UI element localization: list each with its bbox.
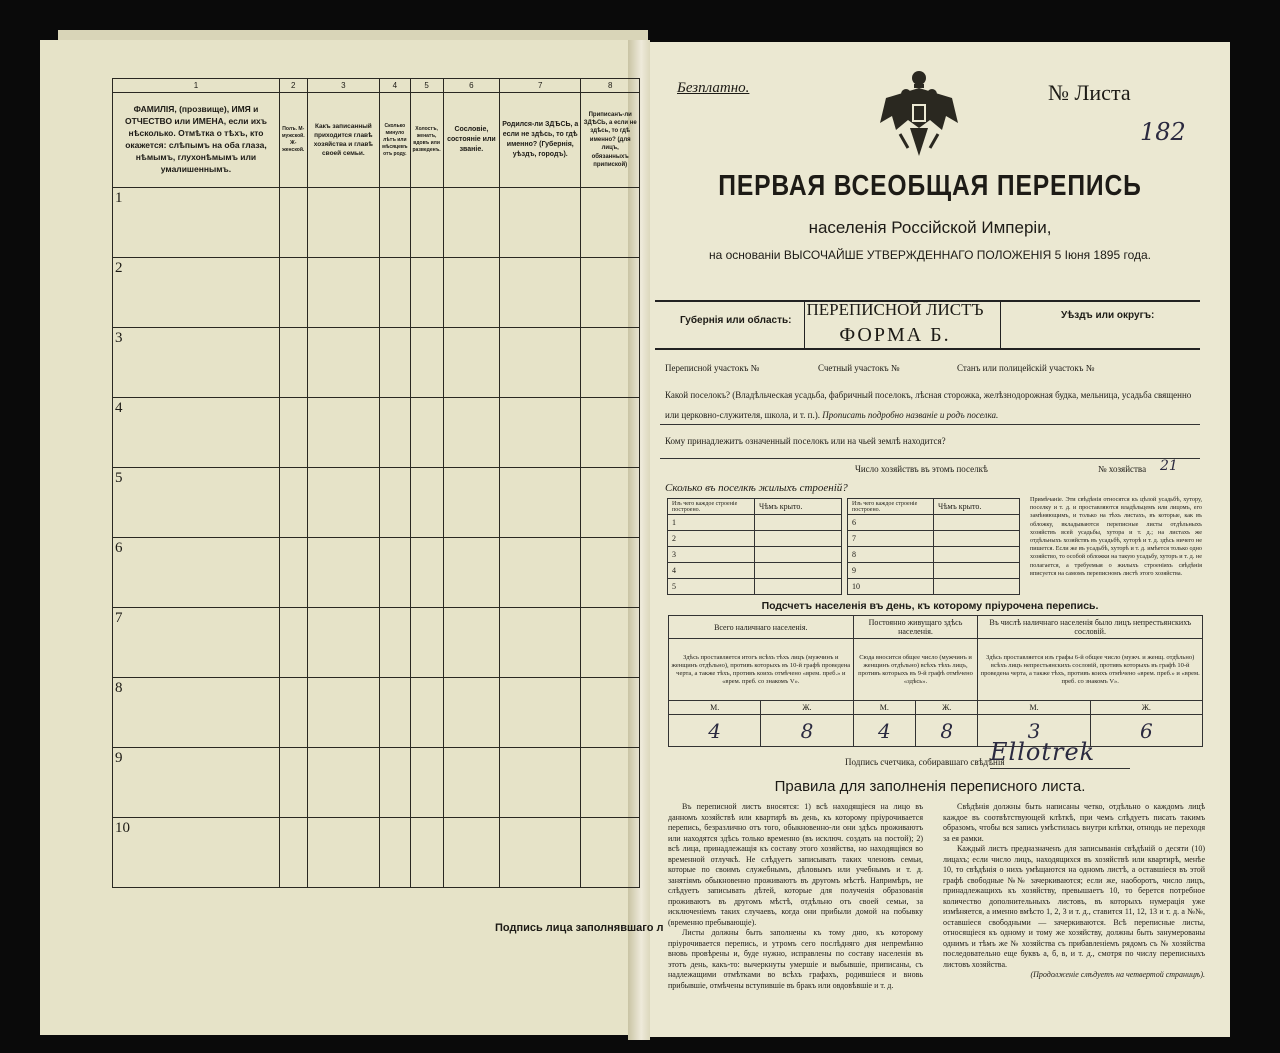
table-cell [500,608,581,678]
rules-paragraph: Свѣдѣнія должны быть написаны четко, отдѣльно о каждомъ лицѣ каждое въ соотвѣтствующей клѣткѣ, при чемъ слѣдуетъ писать такимъ образомъ, чтобы вся запись умѣстилась внутри клѣтки, отнюдь не переходя за ея рамки. [943,802,1205,843]
col-header-age: Сколько минуло лѣтъ или мѣсяцевъ отъ роду. [380,93,410,188]
col-number: 7 [500,79,581,93]
table-cell [380,608,410,678]
free-label: Безплатно. [677,80,750,96]
col-header-birthplace: Родился-ли ЗДѢСЬ, а если не здѣсь, то гдѣ именно? (Губернія, уѣздъ, городъ). [500,93,581,188]
table-cell [443,328,499,398]
settlement-note: Прописать подробно названіе и родъ поселка. [822,410,999,420]
table-cell [279,328,307,398]
table-cell [410,538,443,608]
table-cell [410,398,443,468]
settlement-question-text: Какой поселокъ? (Владѣльческая усадьба, фабричный поселокъ, лѣсная сторожка, желѣзнодорожная будка, мельница, усадьба священно или церковно-служителя, школа, и т. п.). [665,390,1192,420]
table-cell [934,531,1020,547]
building-number: 9 [848,563,934,579]
building-number: 10 [848,579,934,595]
buildings-table-right [847,498,1020,595]
count-group-title: Постоянно живущаго здѣсь населенія. [853,616,978,639]
population-count-table [668,615,1203,747]
row-number: 9 [113,748,280,818]
enumerator-signature-label: Подпись счетчика, собиравшаго свѣдѣнія [845,757,1005,767]
table-row [113,258,640,328]
table-cell [755,563,842,579]
table-cell [500,468,581,538]
building-number: 5 [668,579,755,595]
building-number: 3 [668,547,755,563]
building-number: 8 [848,547,934,563]
table-cell [443,258,499,328]
rule-line [660,424,1200,425]
building-number: 1 [668,515,755,531]
person-table [112,78,640,888]
female-count: 8 [761,715,853,747]
table-cell [380,678,410,748]
table-cell [410,468,443,538]
table-cell [443,398,499,468]
census-area-label: Переписной участокъ № [665,363,760,373]
table-cell [443,678,499,748]
table-cell [934,515,1020,531]
table-row [848,563,1020,579]
owner-question: Кому принадлежитъ означенный поселокъ или на чьей землѣ находится? [665,436,946,446]
female-label: Ж. [761,701,853,715]
table-row [113,468,640,538]
rules-paragraph: Листы должны быть заполнены къ тому дню, къ которому пріурочивается перепись, и утромъ сего послѣдняго дня непремѣнно вновь провѣрены и, буде нужно, исправлены по составу населенія въ этотъ день, какъ-то: вычеркнуты умершіе и выбывшіе, приписаны, съ надлежащими отмѣтками во всѣхъ графахъ, родившіеся и вновь прибывшіе, отмѣчены вступившіе въ бракъ или овдовѣвшіе и т. д. [668,928,923,990]
table-cell [500,398,581,468]
document-title: ПЕРВАЯ ВСЕОБЩАЯ ПЕРЕПИСЬ [718,170,1142,202]
row-number: 4 [113,398,280,468]
female-count: 8 [916,715,978,747]
rules-left-column [668,802,923,991]
table-row [848,515,1020,531]
col-header-relation: Какъ записанный приходится главѣ хозяйства и главѣ своей семьи. [307,93,380,188]
table-cell [934,563,1020,579]
table-cell [443,818,499,888]
region-box-row [655,300,1200,350]
building-number: 7 [848,531,934,547]
table-cell [443,468,499,538]
table-cell [934,547,1020,563]
table-cell [307,468,380,538]
enumerator-signature: Ellotrek [990,738,1096,766]
table-cell [410,258,443,328]
table-cell [380,748,410,818]
female-count: 6 [1090,715,1202,747]
buildings-question: Сколько въ поселкѣ жилыхъ строеній? [665,482,848,494]
table-cell [581,678,640,748]
rules-paragraph: Въ переписной листъ вносятся: 1) всѣ находящіеся на лицо въ данномъ хозяйствѣ или квартирѣ въ день, къ которому пріурочивается перепись, безразлично отъ того, обыкновенно-ли они здѣсь проживаютъ или находятся здѣсь только временно (въ исключ. создать на постой); 2) всѣ лица, принадлежащія къ составу этого хозяйства, но находящіяся во временной отлучкѣ. Не слѣдуетъ записывать таких членовъ семьи, которые по своимъ служебнымъ, дѣловымъ или учебнымъ и т. д. занятіямъ обыкновенно проживаютъ въ другомъ мѣстѣ. Напримѣръ, не слѣдуетъ записывать дѣтей, которые для полученія образованія проживаютъ въ другомъ мѣстѣ, отдѣльно отъ своей семьи, за исключеніемъ таких случаевъ, когда они прибыли домой на побывку (временно пребывающіе). [668,802,923,927]
table-row [848,579,1020,595]
table-cell [279,748,307,818]
table-cell [307,608,380,678]
table-cell [443,608,499,678]
table-cell [500,818,581,888]
table-row [668,531,842,547]
buildings-note: Примѣчаніе. Эти свѣдѣнія относятся къ цѣлой усадьбѣ, хутору, поселку и т. д. и проставляются владѣльцемъ или лицомъ, его замѣняющимъ, и только на тѣхъ листахъ, въ которые, как въ обложку, вкладываются переписные листы отдѣльныхъ хозяйствъ всей усадьбы, хутора и т. д.; на листахъ же отдѣльныхъ хозяйствъ въ усадьбѣ, хуторѣ и т. д. здѣсь ничего не пишется. Если же въ усадьбѣ, хуторѣ и т. д. имѣется только одно хозяйство, то особой обложки на такую усадьбу, хуторъ и т. д. не полагается, а требуемыя о жилыхъ строеніяхъ свѣдѣнія вписуется на самомъ переписномъ листѣ этого хозяйства. [1030,496,1202,577]
table-cell [380,398,410,468]
table-cell [410,678,443,748]
table-cell [581,398,640,468]
count-group-title: Всего наличнаго населенія. [669,616,854,639]
table-cell [279,188,307,258]
table-cell [307,538,380,608]
col-number: 6 [443,79,499,93]
row-number: 10 [113,818,280,888]
table-row [848,531,1020,547]
material-header: Изъ чего каждое строеніе построено. [668,499,755,515]
rule-line [660,458,1200,459]
male-label: М. [669,701,761,715]
table-row [113,608,640,678]
sheet-number-handwritten: 182 [1140,118,1186,146]
table-cell [307,678,380,748]
table-cell [279,538,307,608]
table-cell [500,258,581,328]
table-cell [380,468,410,538]
table-cell [755,579,842,595]
table-cell [307,188,380,258]
table-cell [279,678,307,748]
household-number-label: № хозяйства [1098,464,1147,474]
table-row [668,515,842,531]
table-cell [934,579,1020,595]
col-header-estate: Сословіе, состояніе или званіе. [443,93,499,188]
female-label: Ж. [1090,701,1202,715]
building-number: 6 [848,515,934,531]
table-row [113,538,640,608]
table-cell [500,678,581,748]
table-cell [443,188,499,258]
table-row [848,547,1020,563]
row-number: 2 [113,258,280,328]
male-label: М. [853,701,915,715]
col-number: 4 [380,79,410,93]
building-number: 4 [668,563,755,579]
table-cell [755,547,842,563]
col-header-registered: Приписанъ-ли ЗДѢСЬ, а если не здѣсь, то гдѣ именно? (для лицъ, обязанныхъ припиской) [581,93,640,188]
table-cell [279,398,307,468]
table-cell [279,258,307,328]
column-header-row [113,93,640,188]
table-cell [500,328,581,398]
col-header-name: ФАМИЛІЯ, (прозвище), ИМЯ и ОТЧЕСТВО или ИМЕНА, если ихъ нѣсколько. Отмѣтка о тѣхъ, кто окажется: слѣпымъ на оба глаза, нѣмымъ, глухонѣмымъ или умалишеннымъ. [113,93,280,188]
document-subtitle-2: на основаніи ВЫСОЧАЙШЕ УТВЕРЖДЕННАГО ПОЛОЖЕНІЯ 5 Іюня 1895 года. [708,248,1151,262]
count-group-description: Здѣсь проставляется итогъ всѣхъ тѣхъ лицъ (мужчинъ и женщинъ отдѣльно), противъ которыхъ въ 10-й графѣ проведена черта, а также тѣхъ, противъ коихъ отмѣчено «врем. преб.» и «врем. преб. со знакомъ V». [669,639,854,701]
table-cell [581,608,640,678]
table-cell [443,538,499,608]
row-number: 5 [113,468,280,538]
roof-header: Чѣмъ крыто. [934,499,1020,515]
col-header-marital: Холостъ, женатъ, вдовъ или разведенъ. [410,93,443,188]
male-count: 4 [669,715,761,747]
table-cell [380,538,410,608]
table-cell [500,748,581,818]
table-cell [581,538,640,608]
column-number-row [113,79,640,93]
male-count: 4 [853,715,915,747]
table-row [113,188,640,258]
table-cell [307,258,380,328]
province-label: Губернія или область: [655,302,805,348]
filler-signature-label: Подпись лица заполнявшаго л [495,922,664,934]
table-cell [380,818,410,888]
settlement-question [665,385,1205,425]
households-label: Число хозяйствъ въ этомъ поселкѣ [855,464,988,474]
buildings-table-left [667,498,842,595]
building-number: 2 [668,531,755,547]
table-cell [410,608,443,678]
count-area-label: Счетный участокъ № [818,363,900,373]
table-cell [443,748,499,818]
police-area-label: Станъ или полицейскій участокъ № [957,363,1095,373]
row-number: 3 [113,328,280,398]
signature-line [990,768,1130,769]
count-group-description: Здѣсь проставляется изъ графы 6-й общее число (мужч. и женщ. отдѣльно) всѣхъ лицъ непрестьянскихъ сословій, противъ которыхъ въ графѣ 10-й проведена черта, а также тѣхъ, противъ коихъ отмѣчено «врем. преб.» и «врем. преб. со знакомъ V». [978,639,1203,701]
roof-header: Чѣмъ крыто. [755,499,842,515]
male-count: 3 [978,715,1090,747]
sheet-number-label: № Листа [1048,80,1131,105]
rules-right-column [943,802,1205,981]
material-header: Изъ чего каждое строеніе построено. [848,499,934,515]
population-count-title: Подсчетъ населенія въ день, къ которому пріурочена перепись. [761,600,1099,612]
table-cell [410,328,443,398]
table-row [113,748,640,818]
table-cell [410,818,443,888]
table-cell [500,538,581,608]
male-label: М. [978,701,1090,715]
form-name: ФОРМА Б. [839,324,951,346]
rules-paragraph: Каждый листъ предназначенъ для записыванія свѣдѣній о десяти (10) лицахъ; если число лицъ, находящихся въ хозяйствѣ или квартирѣ, менѣе 10, то свѣдѣнія о нихъ умѣщаются на одномъ листѣ, а оставшіеся въ этой графѣ свободные №№ зачеркиваются; если же, наоборотъ, число лицъ, принадлежащихъ къ хозяйству, превышаетъ 10, то берется потребное количество дополнительныхъ листовъ, въ которыхъ нумерація уже измѣняется, а именно вмѣсто 1, 2, 3 и т. д., ставится 11, 12, 13 и т. д. а №№, оставшіеся свободными — зачеркиваются. Всѣ переписные листы, относящіеся къ одному и тому же хозяйству, должны быть занумерованы однимъ и тѣмъ же № хозяйства съ прибавленіемъ рядомъ съ № хозяйства последовательно еще буквъ а, б, в, и т. д., смотря по числу переписныхъ листовъ хозяйства. [943,844,1205,969]
col-number: 3 [307,79,380,93]
rules-title: Правила для заполненія переписного листа. [774,778,1086,795]
count-group-title: Въ числѣ наличнаго населенія было лицъ непрестьянскихъ сословій. [978,616,1203,639]
col-number: 5 [410,79,443,93]
col-header-sex: Полъ. М-мужской. Ж-женской. [279,93,307,188]
table-cell [581,328,640,398]
table-cell [410,188,443,258]
row-number: 1 [113,188,280,258]
table-cell [581,748,640,818]
table-cell [581,468,640,538]
form-title: ПЕРЕПИСНОЙ ЛИСТЪ [806,300,984,319]
table-cell [307,818,380,888]
table-cell [279,608,307,678]
table-cell [380,188,410,258]
col-number: 2 [279,79,307,93]
table-cell [581,258,640,328]
table-cell [307,748,380,818]
table-row [113,818,640,888]
table-cell [581,818,640,888]
document-subtitle: населенія Россійской Имперіи, [808,218,1052,237]
table-cell [380,258,410,328]
table-row [113,398,640,468]
col-number: 1 [113,79,280,93]
table-cell [581,188,640,258]
table-row [668,563,842,579]
female-label: Ж. [916,701,978,715]
table-row [113,678,640,748]
table-cell [410,748,443,818]
household-number-value: 21 [1160,458,1178,474]
table-cell [380,328,410,398]
table-row [668,547,842,563]
table-row [113,328,640,398]
table-cell [279,818,307,888]
imperial-eagle-emblem [878,68,960,160]
table-cell [307,328,380,398]
table-cell [307,398,380,468]
district-label: Уѣздъ или округъ: [1000,302,1200,348]
table-cell [279,468,307,538]
continued-note: (Продолженіе слѣдуетъ на четвертой страницѣ). [1030,970,1205,979]
row-number: 6 [113,538,280,608]
row-number: 8 [113,678,280,748]
table-row [668,579,842,595]
table-cell [755,515,842,531]
col-number: 8 [581,79,640,93]
table-cell [755,531,842,547]
table-cell [500,188,581,258]
row-number: 7 [113,608,280,678]
count-group-description: Сюда вносится общее число (мужчинъ и женщинъ отдѣльно) всѣхъ тѣхъ лицъ, противъ которыхъ въ 9-й графѣ отмѣчено «здѣсь». [853,639,978,701]
